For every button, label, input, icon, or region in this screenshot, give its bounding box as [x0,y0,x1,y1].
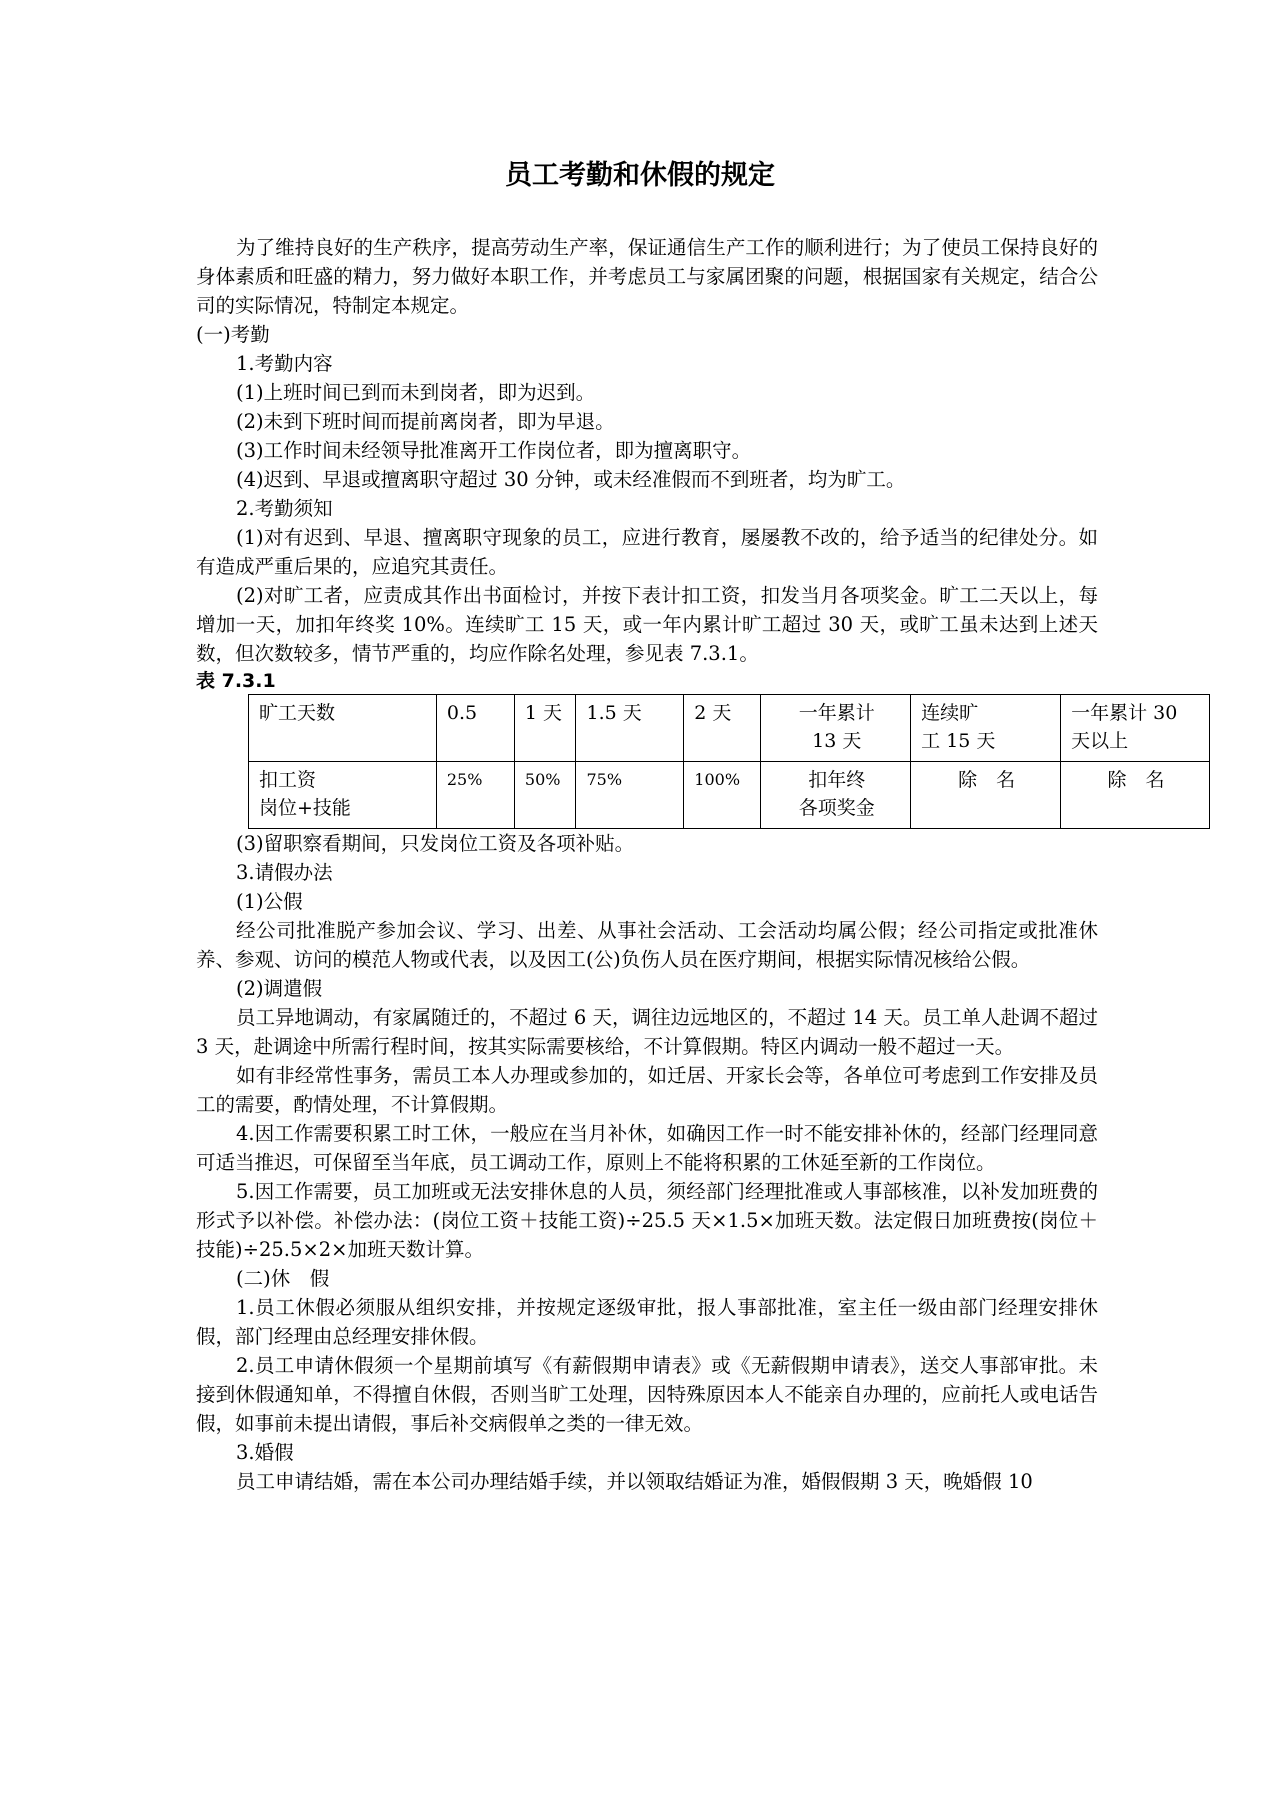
section-heading-attendance: (一)考勤 [196,323,270,346]
table-cell: 2 天 [684,695,761,762]
paragraph: 经公司批准脱产参加会议、学习、出差、从事社会活动、工会活动均属公假；经公司指定或批准休养、参观、访问的模范人物或代表，以及因工(公)负伤人员在医疗期间，根据实际情况核给公假。 [196,919,1098,971]
table-cell: 1.5 天 [576,695,684,762]
table-cell: 扣工资 岗位+技能 [249,762,437,829]
table-cell: 除 名 [911,762,1061,829]
paragraph: 如有非经常性事务，需员工本人办理或参加的，如迁居、开家长会等，各单位可考虑到工作安排及员工的需要，酌情处理，不计算假期。 [196,1064,1098,1116]
paragraph: 员工申请结婚，需在本公司办理结婚手续，并以领取结婚证为准，婚假假期 3 天，晚婚假 10 [236,1470,1033,1493]
paragraph: 1.员工休假必须服从组织安排，并按规定逐级审批，报人事部批准，室主任一级由部门经理安排休假，部门经理由总经理安排休假。 [196,1296,1098,1348]
list-item: (2)未到下班时间而提前离岗者，即为早退。 [236,410,615,433]
paragraph: (3)留职察看期间，只发岗位工资及各项补贴。 [236,832,635,855]
list-item: (4)迟到、早退或擅离职守超过 30 分钟，或未经准假而不到班者，均为旷工。 [236,468,906,491]
intro-paragraph: 为了维持良好的生产秩序，提高劳动生产率，保证通信生产工作的顺利进行；为了使员工保持良好的身体素质和旺盛的精力，努力做好本职工作，并考虑员工与家属团聚的问题，根据国家有关规定，结合公司的实际情况，特制定本规定。 [196,236,1098,317]
absence-deduction-table [248,694,1210,829]
table-cell: 50% [514,762,576,829]
table-cell: 一年累计 30 天以上 [1061,695,1210,762]
table-cell: 一年累计 13 天 [761,695,911,762]
section-heading-vacation: (二)休 假 [236,1267,330,1290]
table-caption: 表 7.3.1 [196,670,276,692]
table-cell: 25% [436,762,514,829]
table-cell: 0.5 [436,695,514,762]
subheading-transfer-leave: (2)调遣假 [236,977,323,1000]
table-row [249,695,1210,762]
subheading-public-leave: (1)公假 [236,890,303,913]
table-cell: 扣年终 各项奖金 [761,762,911,829]
subheading-leave-method: 3.请假办法 [236,861,333,884]
table-cell: 连续旷 工 15 天 [911,695,1061,762]
subheading-marriage-leave: 3.婚假 [236,1441,294,1464]
paragraph: (1)对有迟到、早退、擅离职守现象的员工，应进行教育，屡屡教不改的，给予适当的纪律处分。如有造成严重后果的，应追究其责任。 [196,526,1098,578]
paragraph: 5.因工作需要，员工加班或无法安排休息的人员，须经部门经理批准或人事部核准，以补发加班费的形式予以补偿。补偿办法：(岗位工资＋技能工资)÷25.5 天×1.5×加班天数。法定假日加班费按(岗位＋技能)÷25.5×2×加班天数计算。 [196,1180,1098,1261]
document-body [196,233,1178,1496]
table-row [249,762,1210,829]
subheading-attendance-content: 1.考勤内容 [236,352,333,375]
paragraph: 4.因工作需要积累工时工休，一般应在当月补休，如确因工作一时不能安排补休的，经部门经理同意可适当推迟，可保留至当年底，员工调动工作，原则上不能将积累的工休延至新的工作岗位。 [196,1122,1098,1174]
subheading-attendance-rules: 2.考勤须知 [236,497,333,520]
table-cell: 1 天 [514,695,576,762]
table-cell: 100% [684,762,761,829]
paragraph: 2.员工申请休假须一个星期前填写《有薪假期申请表》或《无薪假期申请表》，送交人事部审批。未接到休假通知单，不得擅自休假，否则当旷工处理，因特殊原因本人不能亲自办理的，应前托人或电话告假，如事前未提出请假，事后补交病假单之类的一律无效。 [196,1354,1098,1435]
list-item: (1)上班时间已到而未到岗者，即为迟到。 [236,381,596,404]
table-cell: 75% [576,762,684,829]
page-title: 员工考勤和休假的规定 [505,160,775,191]
list-item: (3)工作时间未经领导批准离开工作岗位者，即为擅离职守。 [236,439,752,462]
paragraph: (2)对旷工者，应责成其作出书面检讨，并按下表计扣工资，扣发当月各项奖金。旷工二天以上，每增加一天，加扣年终奖 10%。连续旷工 15 天，或一年内累计旷工超过 30 天，或旷工虽未达到上述天数，但次数较多，情节严重的，均应作除名处理，参见表 7.3.1。 [196,584,1098,665]
paragraph: 员工异地调动，有家属随迁的，不超过 6 天，调往边远地区的，不超过 14 天。员工单人赴调不超过 3 天，赴调途中所需行程时间，按其实际需要核给，不计算假期。特区内调动一般不超过一天。 [196,1006,1098,1058]
table-cell: 旷工天数 [249,695,437,762]
table-cell: 除 名 [1061,762,1210,829]
